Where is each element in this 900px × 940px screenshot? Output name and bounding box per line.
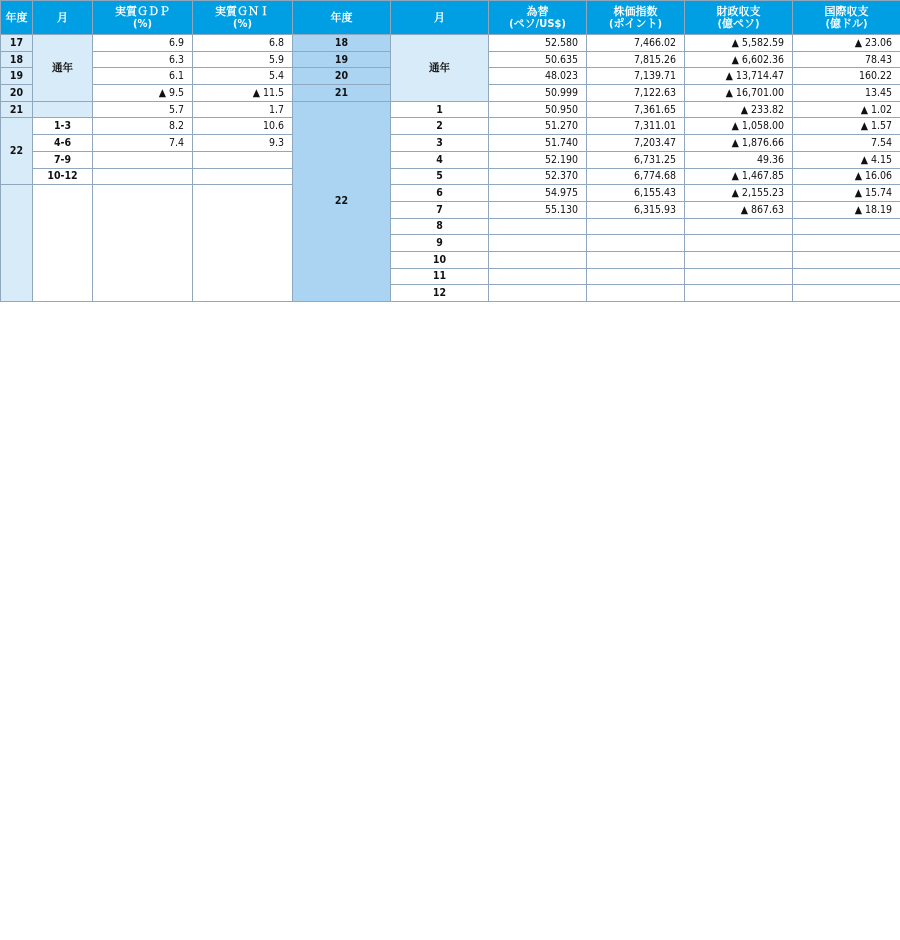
bop-value [793,251,900,268]
month-cell: 1 [391,101,489,118]
bop-value: ▲ 16.06 [793,168,900,185]
fiscal-value: ▲ 2,155.23 [685,185,793,202]
month-cell: 7 [391,201,489,218]
fiscal-value: ▲ 16,701.00 [685,85,793,102]
month-cell: 9 [391,235,489,252]
gdp-value [93,168,193,185]
stock-value: 6,315.93 [587,201,685,218]
fiscal-value: ▲ 1,467.85 [685,168,793,185]
cell [33,185,93,302]
fiscal-value: ▲ 1,876.66 [685,135,793,152]
fx-value: 50.635 [489,51,587,68]
column-header: 為替 (ペソ/US$) [489,1,587,35]
gni-value: 1.7 [193,101,293,118]
stock-value: 7,203.47 [587,135,685,152]
fiscal-value: ▲ 233.82 [685,101,793,118]
fx-value: 52.370 [489,168,587,185]
fiscal-value: ▲ 13,714.47 [685,68,793,85]
bop-value: ▲ 23.06 [793,35,900,52]
stock-value: 6,731.25 [587,151,685,168]
month-cell: 8 [391,218,489,235]
fx-value: 55.130 [489,201,587,218]
stock-value: 7,122.63 [587,85,685,102]
stock-value: 7,815.26 [587,51,685,68]
fx-value: 50.950 [489,101,587,118]
fiscal-value [685,235,793,252]
gni-value: 10.6 [193,118,293,135]
month-cell: 10 [391,251,489,268]
fx-value: 54.975 [489,185,587,202]
fiscal-value [685,268,793,285]
month-cell: 5 [391,168,489,185]
month-cell: 6 [391,185,489,202]
stock-value: 7,311.01 [587,118,685,135]
gdp-value: 8.2 [93,118,193,135]
gdp-value: 6.9 [93,35,193,52]
bop-value: 7.54 [793,135,900,152]
bop-value: ▲ 1.57 [793,118,900,135]
bop-value: 13.45 [793,85,900,102]
table-row [1,185,900,202]
stock-value [587,251,685,268]
fiscal-value: 49.36 [685,151,793,168]
bop-value: 78.43 [793,51,900,68]
cell [193,185,293,302]
year-cell [1,185,33,302]
table-gdp-fx [0,0,900,302]
fx-value: 51.270 [489,118,587,135]
month-cell: 7-9 [33,151,93,168]
bop-value [793,285,900,302]
fx-value [489,251,587,268]
column-header: 国際収支 (億ドル) [793,1,900,35]
table-row [1,101,900,118]
year-cell: 22 [1,118,33,185]
fiscal-value: ▲ 6,602.36 [685,51,793,68]
gni-value [193,151,293,168]
column-header: 月 [33,1,93,35]
month-cell: 2 [391,118,489,135]
stock-value: 7,466.02 [587,35,685,52]
bop-value: ▲ 18.19 [793,201,900,218]
table-row [1,151,900,168]
gni-value [193,168,293,185]
fx-value: 50.999 [489,85,587,102]
gni-value: 9.3 [193,135,293,152]
table-row [1,118,900,135]
bop-value: 160.22 [793,68,900,85]
fx-value: 51.740 [489,135,587,152]
stock-value [587,268,685,285]
table-row [1,1,900,35]
month-cell: 1-3 [33,118,93,135]
column-header: 実質ＧＤＰ (%) [93,1,193,35]
year-cell: 21 [293,85,391,102]
bop-value [793,268,900,285]
gdp-value: ▲ 9.5 [93,85,193,102]
fiscal-value: ▲ 1,058.00 [685,118,793,135]
fiscal-value: ▲ 867.63 [685,201,793,218]
fiscal-value [685,285,793,302]
stock-value [587,218,685,235]
year-cell: 18 [293,35,391,52]
fiscal-value: ▲ 5,582.59 [685,35,793,52]
year-cell: 22 [293,101,391,301]
year-cell: 20 [293,68,391,85]
bop-value: ▲ 4.15 [793,151,900,168]
gdp-value: 5.7 [93,101,193,118]
table-row [1,135,900,152]
cell [93,185,193,302]
bop-value: ▲ 1.02 [793,101,900,118]
month-cell: 4 [391,151,489,168]
column-header: 年度 [293,1,391,35]
gni-value: 5.9 [193,51,293,68]
bop-value [793,235,900,252]
year-cell: 20 [1,85,33,102]
column-header: 実質ＧＮＩ (%) [193,1,293,35]
month-cell: 3 [391,135,489,152]
fx-value [489,285,587,302]
year-cell: 19 [293,51,391,68]
column-header: 財政収支 (億ペソ) [685,1,793,35]
year-cell: 17 [1,35,33,52]
gni-value: 5.4 [193,68,293,85]
fx-value [489,268,587,285]
month-cell: 4-6 [33,135,93,152]
stock-value: 7,139.71 [587,68,685,85]
stock-value: 6,155.43 [587,185,685,202]
bop-value: ▲ 15.74 [793,185,900,202]
column-header: 年度 [1,1,33,35]
fx-value: 48.023 [489,68,587,85]
gdp-value: 6.3 [93,51,193,68]
column-header: 株価指数 (ポイント) [587,1,685,35]
column-header: 月 [391,1,489,35]
year-cell: 21 [1,101,33,118]
stock-value: 7,361.65 [587,101,685,118]
month-cell: 通年 [33,35,93,102]
stock-value [587,285,685,302]
fx-value [489,218,587,235]
gdp-value: 6.1 [93,68,193,85]
month-cell: 10-12 [33,168,93,185]
fx-value: 52.190 [489,151,587,168]
fx-value: 52.580 [489,35,587,52]
stock-value: 6,774.68 [587,168,685,185]
month-cell: 11 [391,268,489,285]
month-cell: 12 [391,285,489,302]
table-row [1,35,900,52]
table-row [1,168,900,185]
fiscal-value [685,218,793,235]
gdp-value [93,151,193,168]
year-cell: 18 [1,51,33,68]
fx-value [489,235,587,252]
year-cell: 19 [1,68,33,85]
month-cell [33,101,93,118]
gdp-value: 7.4 [93,135,193,152]
bop-value [793,218,900,235]
gni-value: 6.8 [193,35,293,52]
stock-value [587,235,685,252]
fiscal-value [685,251,793,268]
gni-value: ▲ 11.5 [193,85,293,102]
month-cell: 通年 [391,35,489,102]
